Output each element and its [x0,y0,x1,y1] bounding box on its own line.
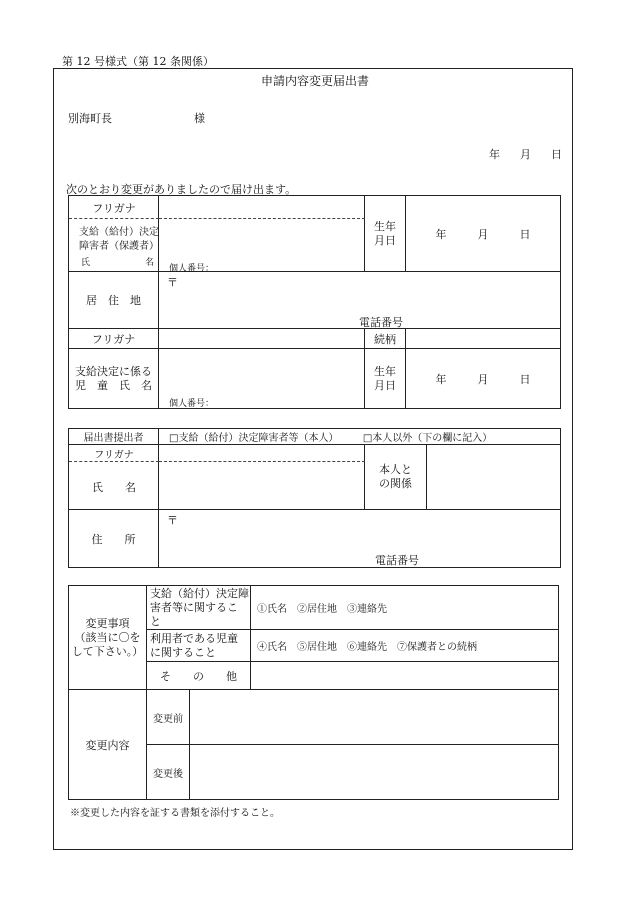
birth-label-2: 月日 [374,233,396,247]
name-label-left: 氏 [81,258,91,268]
recipient-name-cell[interactable] [159,196,365,272]
addressee: 別海町長 [68,112,112,125]
birth-day: 日 [519,227,531,241]
category3-cell[interactable] [251,662,559,690]
relationship-label: 続柄 [374,332,396,346]
submitter-options-cell [159,429,561,445]
submitter-name-cell[interactable] [159,445,365,510]
submit-date-year: 年 [489,148,500,161]
birth2-month: 月 [477,372,489,386]
submitter-address-cell[interactable] [159,510,561,568]
child-name-label-cell [69,349,159,409]
honorific: 様 [194,112,205,125]
change-content-label: 変更内容 [85,738,130,752]
child-label-2: 児 童 氏 名 [75,378,152,392]
child-label-1: 支給決定に係る [75,364,152,378]
residence-label-cell [69,272,159,329]
applicant-table [68,195,561,409]
submitter-address-label-cell [69,510,159,568]
submitter-furigana-label: フリガナ [94,450,134,461]
residence-cell[interactable] [159,272,561,329]
individual-number-label: 個人番号： [169,264,215,274]
submitter-name-label: 氏 名 [92,481,136,494]
category1-line2: 害者等に関するこ [150,600,238,614]
relation-label-2: の関係 [379,477,412,490]
child-furigana-label: フリガナ [91,332,136,346]
residence-label: 居 住 地 [86,294,141,307]
recipient-label-2: 障害者（保護者） [79,241,159,252]
relationship-label-cell [365,329,406,349]
after-label-cell [147,745,190,800]
relationship-cell[interactable] [406,329,561,349]
birth-date-cell[interactable] [406,196,561,272]
intro-text: 次のとおり変更がありましたので届け出ます。 [66,183,297,196]
postal-mark: 〒 [167,276,178,289]
submitter-table [68,428,561,568]
category2-options[interactable]: ④氏名 ⑤居住地 ⑥連絡先 ⑦保護者との続柄 [251,630,559,662]
birth2-label-1: 生年 [374,364,396,378]
birth2-date-cell[interactable] [406,349,561,409]
birth2-label-cell [365,349,406,409]
before-cell[interactable] [190,690,559,745]
change-items-label-1: 変更事項 [85,616,130,630]
form-number-label: 第 12 号様式（第 12 条関係） [62,55,214,68]
recipient-label-cell [69,196,159,272]
change-items-label-3: して下さい。） [71,644,144,658]
birth-label-cell [365,196,406,272]
birth2-day: 日 [519,372,531,386]
relation-label-cell [365,445,427,510]
category2-line1: 利用者である児童 [150,631,238,645]
category2-line2: に関すること [150,645,216,659]
category1-line3: と [150,614,161,628]
form-title-text: 申請内容変更届出書 [260,74,369,88]
birth-label-1: 生年 [374,219,396,233]
submit-date-month: 月 [520,148,531,161]
before-label: 変更前 [153,713,183,725]
option-other-checkbox[interactable]: □本人以外（下の欄に記入） [362,433,493,444]
submitter-postal-mark: 〒 [167,514,178,527]
child-furigana-cell[interactable] [159,329,365,349]
after-label: 変更後 [153,768,183,780]
form-title [0,72,630,89]
birth2-year: 年 [435,372,447,386]
after-cell[interactable] [190,745,559,800]
change-items-label-2: （該当に〇を [74,630,141,644]
change-items-label-cell [69,586,147,690]
phone-label: 電話番号 [359,316,403,329]
category1-line1: 支給（給付）決定障 [150,586,249,600]
submitter-name-label-cell [69,445,159,510]
furigana-label: フリガナ [92,202,136,215]
category3-label: そ の 他 [147,662,251,690]
attachment-footnote: ※変更した内容を証する書類を添付すること。 [70,808,280,819]
changes-table [68,585,559,800]
child-name-cell[interactable] [159,349,365,409]
submitter-address-label: 住 所 [91,532,136,546]
birth-year: 年 [435,227,447,241]
birth2-label-2: 月日 [374,378,396,392]
submitter-label: 届出書提出者 [83,433,144,444]
individual-number-label-2: 個人番号： [169,399,215,409]
submit-date-day: 日 [551,148,562,161]
birth-month: 月 [477,227,489,241]
category1-cell [147,586,251,630]
option-self-checkbox[interactable]: □支給（給付）決定障害者等（本人） [169,433,339,444]
relation-cell[interactable] [427,445,561,510]
submitter-phone-label: 電話番号 [375,554,419,567]
category2-cell [147,630,251,662]
change-content-label-cell [69,690,147,800]
before-label-cell [147,690,190,745]
category1-options[interactable]: ①氏名 ②居住地 ③連絡先 [251,586,559,630]
recipient-label-1: 支給（給付）決定 [79,227,159,238]
submitter-label-cell [69,429,159,445]
name-label-right: 名 [145,258,155,268]
relation-label-1: 本人と [379,463,412,476]
child-furigana-label-cell [69,329,159,349]
